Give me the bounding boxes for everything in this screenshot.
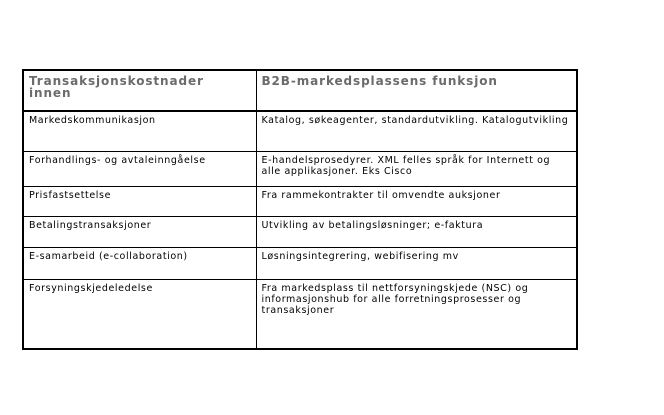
header-transaction-costs: Transaksjonskostnader innen xyxy=(23,70,256,111)
table-row xyxy=(23,217,577,248)
table-row xyxy=(23,152,577,187)
function-cell: Fra rammekontrakter til omvendte auksjoner xyxy=(256,187,577,217)
cost-cell: E-samarbeid (e-collaboration) xyxy=(23,248,256,280)
table-header-row xyxy=(23,70,577,111)
table-row xyxy=(23,280,577,350)
header-marketplace-function: B2B-markedsplassens funksjon xyxy=(256,70,577,111)
function-cell: Fra markedsplass til nettforsyningskjede (NSC) og informasjonshub for alle forretningsprosesser og transaksjoner xyxy=(256,280,577,350)
table-row xyxy=(23,111,577,152)
function-cell: Løsningsintegrering, webifisering mv xyxy=(256,248,577,280)
b2b-transaction-table-wrapper xyxy=(22,69,576,350)
cost-cell: Markedskommunikasjon xyxy=(23,111,256,152)
table-row xyxy=(23,248,577,280)
cost-cell: Prisfastsettelse xyxy=(23,187,256,217)
cost-cell: Forhandlings- og avtaleinngåelse xyxy=(23,152,256,187)
function-cell: Katalog, søkeagenter, standardutvikling. Katalogutvikling xyxy=(256,111,577,152)
table-row xyxy=(23,187,577,217)
cost-cell: Forsyningskjedeledelse xyxy=(23,280,256,350)
function-cell: Utvikling av betalingsløsninger; e-faktura xyxy=(256,217,577,248)
b2b-transaction-table xyxy=(22,69,578,350)
cost-cell: Betalingstransaksjoner xyxy=(23,217,256,248)
function-cell: E-handelsprosedyrer. XML felles språk for Internett og alle applikasjoner. Eks Cisco xyxy=(256,152,577,187)
